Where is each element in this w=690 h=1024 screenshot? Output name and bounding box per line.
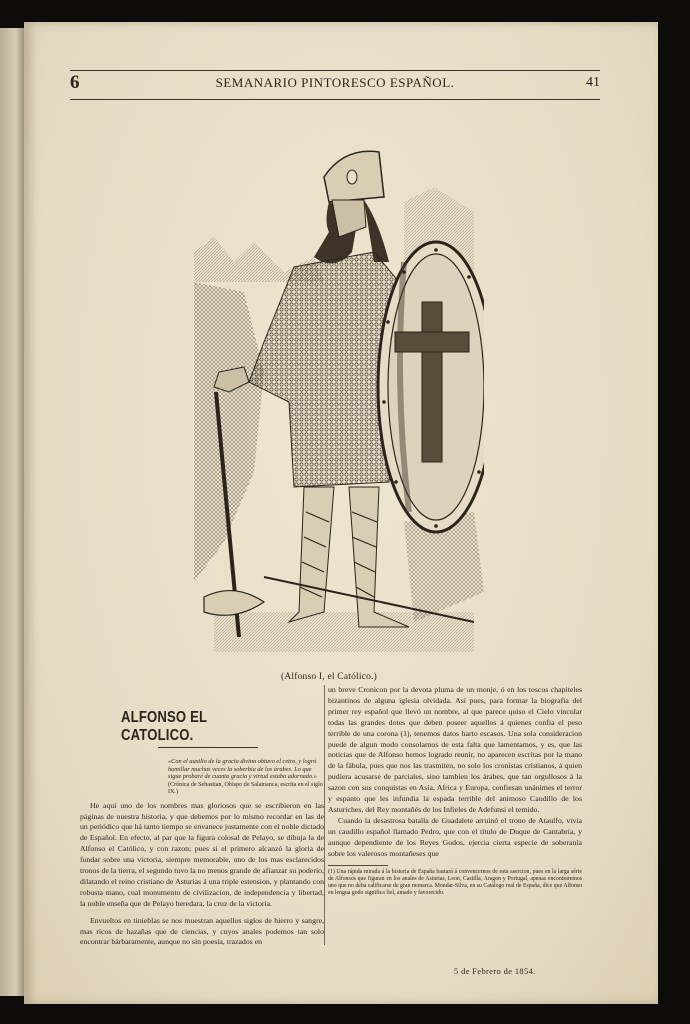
page-number: 41 [586, 75, 600, 90]
footnote: (1) Una rápida mirada á la historia de España bastará á convencernos de esta asercion, pues en la larga série de Alfonsos que figuran en los anales de Asturias, Leon, Castilla, Aragon y Portugal, apenas encontraremos uno que no deba calificarse de gran monarca. Mondar-Silva, en su Catálogo real de España, dice que Alfonso en lengua godo significa fiel, amado y favorecido. [328, 868, 582, 896]
running-title: SEMANARIO PINTORESCO ESPAÑOL. [215, 75, 455, 90]
body-paragraph: un breve Cronicon por la devota pluma de un monje, ó en los toscos chapiteles bizantinos de alguna iglesia olvidada. Así pues, para formar la biografía del primer rey español que llevó un nombre, al que parece quiso el Cielo vincular todas las grandes dotes que deben poseer aquellos á quienes confia el peso terrible de una corona (1), tenemos datos harto escasos. Una sola consideracion puede de algun modo consolarnos de esta falta que lamentamos, y es, que las noticias que de Alfonso hemos logrado reunir, no aparecen escritas por la mano de la fábula, pues que nos las trasmiten, no solo los cronistas cristianos, á quien pudiera acusarse de parciales, sino tambien los árabes, que tan orgullosos á la sazon con sus conquistas en Asia, Africa y Europa, confiesan unánimes el terror y espanto que les infundia la espada terrible del animoso Caudillo de los Asturiches, del Rey montañés de los Infieles de Adefunsi el temido. [328, 685, 582, 814]
epigraph-source: (Crónica de Sebastian, Obispo de Salamanca, escrita en el siglo IX.) [168, 781, 323, 796]
column-divider [324, 685, 325, 945]
newspaper-page [24, 22, 658, 1004]
header-top-rule [70, 70, 600, 71]
engraving-alfonso-illustration [174, 142, 484, 657]
body-paragraph: He aquí uno de los nombres mas gloriosos que se escribieron en las páginas de nuestra historia, y que debemos por lo mismo recordar en las de un periódico que há tanto tiempo se envanece justamente con el noble dictado de Español. En efecto, al par que la figura colosal de Pelayo, se dibuja la de Alfonso el Católico, y con razon; pues si el primero alcanzó la gloria de fundar sobre una victoria, siempre memorable, uno de los mas esclarecidos tronos de la tierra, el segundo tuvo la no menos grande de afianzar su poderío, dilatando el reino cristiano de Asturias á una triple estension, y plantando con robusta mano, cual monumento de civilizacion, de independencia y libertad, la noble enseña que de Pelayo heredara, la cruz de la victoria. [80, 800, 324, 908]
adjacent-page-edge [0, 28, 26, 996]
title-rule [158, 747, 258, 748]
body-paragraph: Envueltos en tinieblas se nos muestran aquellos siglos de hierro y sangre, mas ricos de hazañas que de ciencias, y cuyos anales podemos tan solo encontrar bárbaramente, aunque no sin poesía, trazados en [80, 915, 324, 947]
right-column [328, 685, 582, 897]
footnote-rule [328, 865, 388, 866]
issue-number: 6 [70, 72, 80, 93]
header-bottom-rule [70, 99, 600, 100]
epigraph: «Con el auxilio de la gracia divina obtuvo el cetro, y logró humillar muchas veces la soberbia de los árabes. Lo que sigue probaré de cuanta gracia y virtud estaba adornado.» [168, 758, 317, 781]
body-paragraph: Cuando la desastrosa batalla de Guadalete arruinó el trono de Ataulfo, vivia un caudillo español llamado Pedro, que con el título de Duque de Cantabria, y aunque dependiente de los Reyes Godos, ejercia cierta especie de soberanía sobre los valerosos montañeses que [328, 815, 582, 858]
article-title: ALFONSO EL CATOLICO. [121, 709, 207, 744]
issue-date: 5 de Febrero de 1854. [454, 967, 536, 976]
page-header [70, 72, 600, 94]
left-column [80, 685, 324, 948]
illustration-caption: (Alfonso I, el Católico.) [280, 672, 378, 682]
